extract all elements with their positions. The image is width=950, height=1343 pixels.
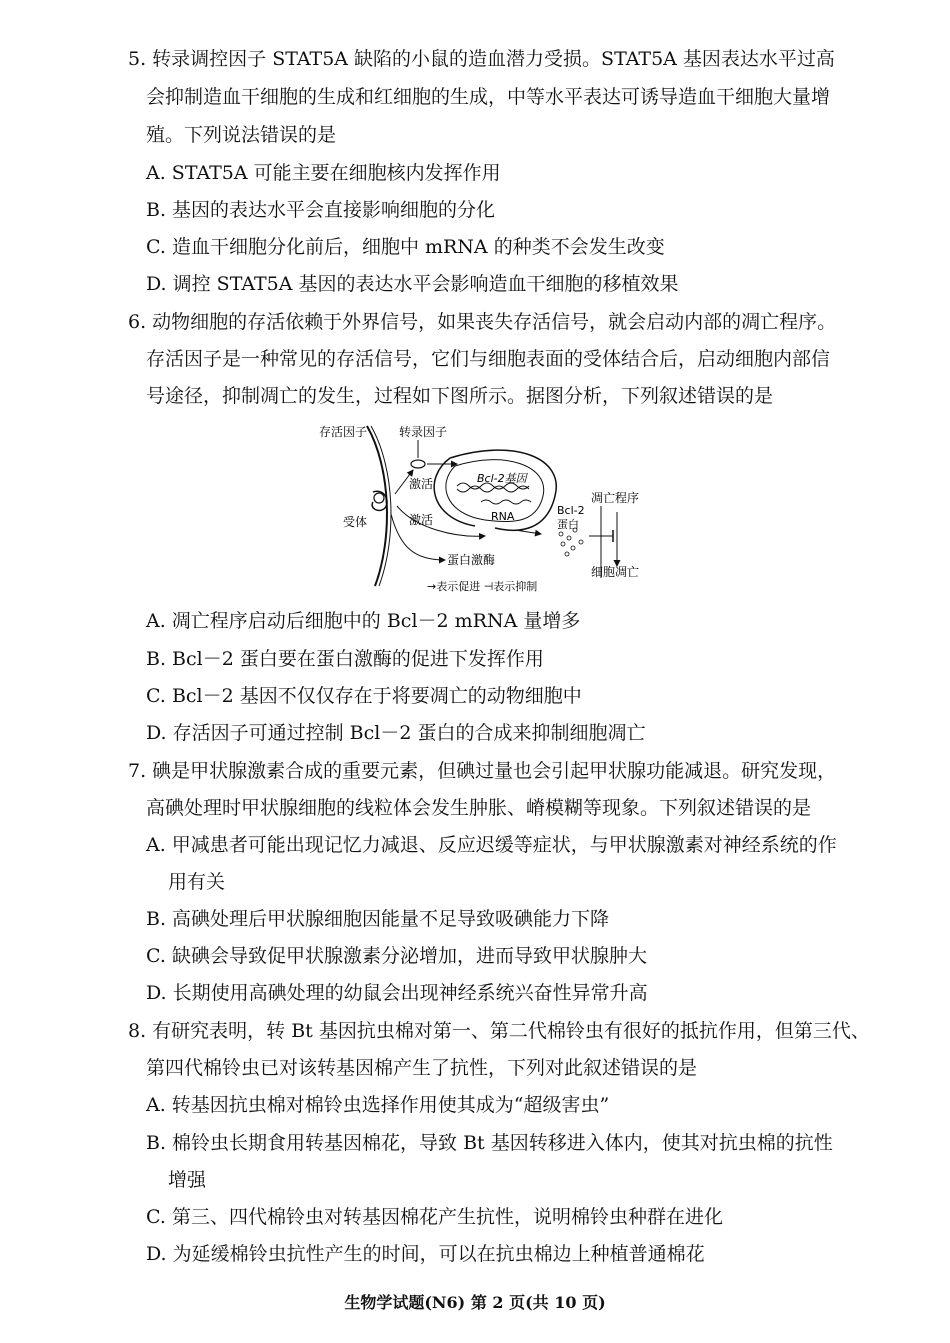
q5-stem-line1: 5. 转录调控因子 STAT5A 缺陷的小鼠的造血潜力受损。STAT5A 基因表达水平过高 xyxy=(128,48,835,70)
rna-strand xyxy=(481,500,531,504)
cell-membrane xyxy=(367,426,387,586)
q8-option-b-line1: B. 棉铃虫长期食用转基因棉花，导致 Bt 基因转移进入体内，使其对抗虫棉的抗性 xyxy=(146,1132,833,1154)
q8-option-b-line2: 增强 xyxy=(168,1169,207,1191)
q8-option-d: D. 为延缓棉铃虫抗性产生的时间，可以在抗虫棉边上种植普通棉花 xyxy=(146,1243,705,1265)
q7-option-b: B. 高碘处理后甲状腺细胞因能量不足导致吸碘能力下降 xyxy=(146,908,610,930)
q6-stem-line3: 号途径，抑制凋亡的发生，过程如下图所示。据图分析，下列叙述错误的是 xyxy=(146,385,774,407)
label-survival-factor: 存活因子 xyxy=(319,425,368,439)
label-cell-apoptosis: 细胞凋亡 xyxy=(591,565,640,579)
label-protein-kinase: 蛋白激酶 xyxy=(447,553,496,567)
q7-option-c: C. 缺碘会导致促甲状腺激素分泌增加，进而导致甲状腺肿大 xyxy=(146,945,647,967)
q8-option-c: C. 第三、四代棉铃虫对转基因棉花产生抗性，说明棉铃虫种群在进化 xyxy=(146,1206,723,1228)
label-activate-1: 激活 xyxy=(409,477,434,491)
label-apoptosis-program: 凋亡程序 xyxy=(591,491,640,505)
page-footer: 生物学试题(N6) 第 2 页(共 10 页) xyxy=(344,1293,606,1312)
q6-option-b: B. Bcl－2 蛋白要在蛋白激酶的促进下发挥作用 xyxy=(146,648,544,670)
q7-stem-line2: 高碘处理时甲状腺细胞的线粒体会发生肿胀、嵴模糊等现象。下列叙述错误的是 xyxy=(146,797,812,819)
diagram-legend: →表示促进 ⊣表示抑制 xyxy=(427,580,538,593)
q8-stem-line2: 第四代棉铃虫已对该转基因棉产生了抗性，下列对此叙述错误的是 xyxy=(146,1057,698,1079)
transcription-factor-molecule xyxy=(411,460,425,468)
q6-stem-line1: 6. 动物细胞的存活依赖于外界信号，如果丧失存活信号，就会启动内部的凋亡程序。 xyxy=(128,311,837,333)
q7-stem-line1: 7. 碘是甲状腺激素合成的重要元素，但碘过量也会引起甲状腺功能减退。研究发现， xyxy=(128,760,837,782)
survival-factor-molecule xyxy=(374,493,384,503)
q5-stem-line2: 会抑制造血干细胞的生成和红细胞的生成，中等水平表达可诱导造血干细胞大量增 xyxy=(146,86,831,108)
label-transcription-factor: 转录因子 xyxy=(399,425,448,439)
q7-option-d: D. 长期使用高碘处理的幼鼠会出现神经系统兴奋性异常升高 xyxy=(146,982,648,1004)
q5-option-c: C. 造血干细胞分化前后，细胞中 mRNA 的种类不会发生改变 xyxy=(146,236,665,258)
label-receptor: 受体 xyxy=(343,515,368,529)
q6-stem-line2: 存活因子是一种常见的存活信号，它们与细胞表面的受体结合后，启动细胞内部信 xyxy=(146,348,831,370)
q5-stem-line3: 殖。下列说法错误的是 xyxy=(146,124,337,146)
label-bcl2-protein-2: 蛋白 xyxy=(557,518,579,531)
q6-option-d: D. 存活因子可通过控制 Bcl－2 蛋白的合成来抑制细胞凋亡 xyxy=(146,722,646,744)
label-rna: RNA xyxy=(491,510,515,523)
bcl2-protein-dots xyxy=(559,528,583,556)
apoptosis-diagram xyxy=(305,418,665,596)
q8-stem-line1: 8. 有研究表明，转 Bt 基因抗虫棉对第一、第二代棉铃虫有很好的抵抗作用，但第三代、 xyxy=(128,1020,870,1042)
q6-option-c: C. Bcl－2 基因不仅仅存在于将要凋亡的动物细胞中 xyxy=(146,685,582,707)
label-activate-2: 激活 xyxy=(409,513,434,527)
q5-option-b: B. 基因的表达水平会直接影响细胞的分化 xyxy=(146,199,496,221)
label-bcl2-gene: Bcl-2基因 xyxy=(477,472,527,485)
q6-option-a: A. 凋亡程序启动后细胞中的 Bcl－2 mRNA 量增多 xyxy=(146,610,581,632)
q7-option-a-line2: 用有关 xyxy=(168,871,226,893)
q7-option-a-line1: A. 甲减患者可能出现记忆力减退、反应迟缓等症状，与甲状腺激素对神经系统的作 xyxy=(146,834,837,856)
q8-option-a: A. 转基因抗虫棉对棉铃虫选择作用使其成为“超级害虫” xyxy=(146,1094,610,1116)
q5-option-d: D. 调控 STAT5A 基因的表达水平会影响造血干细胞的移植效果 xyxy=(146,273,679,295)
label-bcl2-protein-1: Bcl-2 xyxy=(557,504,585,517)
q5-option-a: A. STAT5A 可能主要在细胞核内发挥作用 xyxy=(146,162,501,184)
